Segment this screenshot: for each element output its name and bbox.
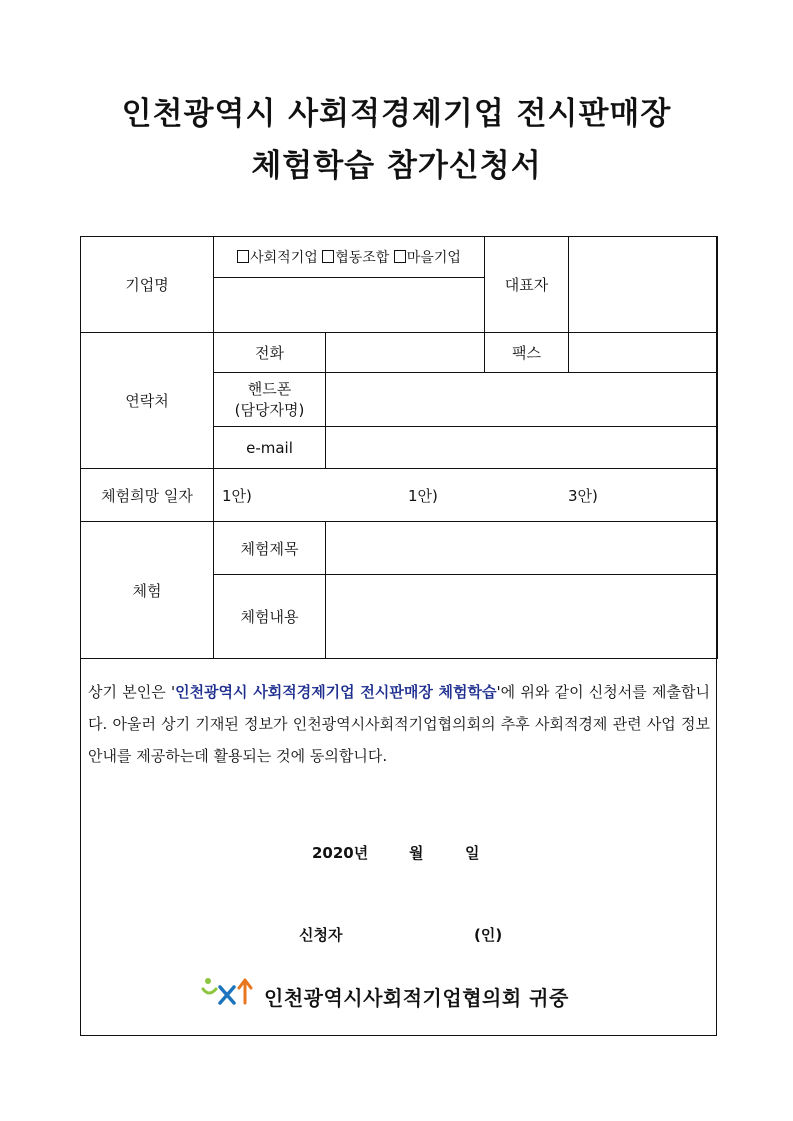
fax-label: 팩스 — [485, 333, 569, 373]
exp-content-label: 체험내용 — [214, 575, 326, 659]
application-form-table — [80, 236, 718, 659]
title-line-2: 체험학습 참가신청서 — [251, 148, 542, 184]
fax-field[interactable] — [569, 333, 718, 373]
exp-title-field[interactable] — [326, 522, 718, 575]
experience-label: 체험 — [81, 522, 214, 659]
row-exp-title — [81, 522, 718, 575]
phone-label: 전화 — [214, 333, 326, 373]
type-checkbox-social[interactable]: 사회적기업 — [237, 250, 318, 266]
date-option-1[interactable]: 1안) — [222, 486, 252, 505]
mobile-field[interactable] — [326, 373, 718, 427]
date-label: 체험희망 일자 — [81, 469, 214, 522]
organization-name: 인천광역시사회적기업협의회 귀중 — [264, 986, 569, 1010]
type-checkbox-coop[interactable]: 협동조합 — [322, 250, 389, 266]
consent-statement: 상기 본인은 '인천광역시 사회적경제기업 전시판매장 체험학습'에 위와 같이 신청서를 제출합니다. 아울러 상기 기재된 정보가 인천광역시사회적기업협의회의 추후 사회적경제 관련 사업 정보안내를 제공하는데 활용되는 것에 동의합니다. — [88, 683, 710, 765]
checkbox-icon — [322, 250, 334, 263]
phone-field[interactable] — [326, 333, 485, 373]
checkbox-icon — [237, 250, 249, 263]
checkbox-icon — [394, 250, 406, 263]
date-day: 일 — [465, 844, 480, 862]
email-field[interactable] — [326, 427, 718, 469]
type-checkbox-village[interactable]: 마을기업 — [394, 250, 461, 266]
representative-field[interactable] — [569, 237, 718, 333]
date-option-3[interactable]: 3안) — [568, 486, 598, 505]
seal-mark: (인) — [474, 926, 503, 944]
date-month: 월 — [409, 844, 424, 862]
contact-label: 연락처 — [81, 333, 214, 469]
mobile-label: 핸드폰 (담당자명) — [214, 373, 326, 427]
company-cell — [214, 237, 485, 333]
company-label: 기업명 — [81, 237, 214, 333]
date-options — [214, 469, 718, 522]
date-year: 2020년 — [312, 844, 369, 862]
title-line-1: 인천광역시 사회적경제기업 전시판매장 — [121, 96, 672, 132]
applicant-label: 신청자 — [299, 926, 343, 944]
company-type-options — [214, 237, 484, 278]
date-option-2[interactable]: 1안) — [408, 486, 438, 505]
exp-title-label: 체험제목 — [214, 522, 326, 575]
email-label: e-mail — [214, 427, 326, 469]
row-company — [81, 237, 718, 333]
row-phone — [81, 333, 718, 373]
representative-label: 대표자 — [485, 237, 569, 333]
row-date — [81, 469, 718, 522]
organization-logo-icon — [201, 975, 257, 1009]
event-name-highlight: 인천광역시 사회적경제기업 전시판매장 체험학습 — [175, 683, 497, 701]
company-name-field[interactable] — [214, 278, 484, 333]
exp-content-field[interactable] — [326, 575, 718, 659]
